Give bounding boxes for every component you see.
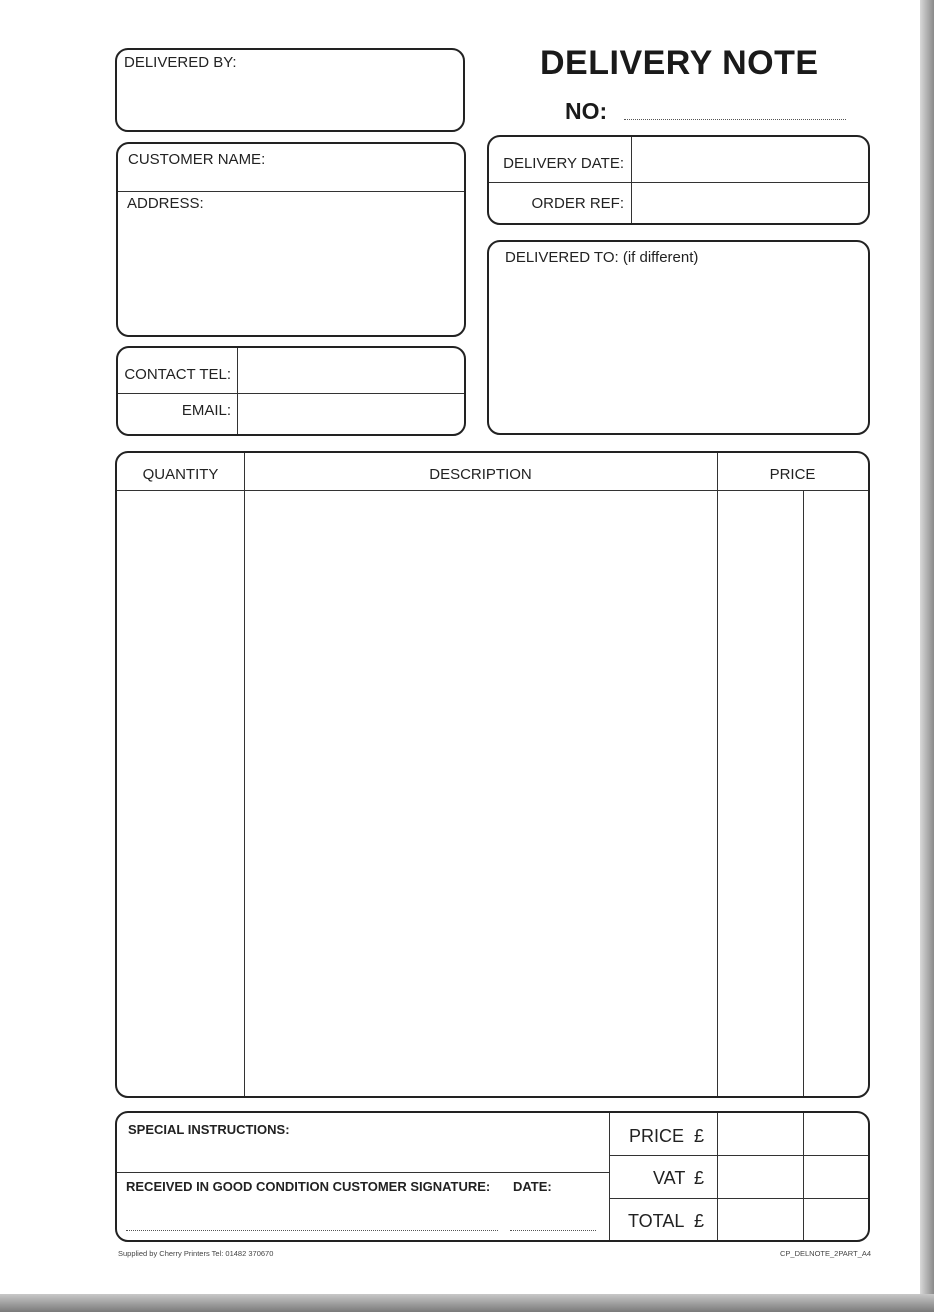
signature-line[interactable] <box>126 1230 498 1231</box>
items-header-divider <box>117 490 868 491</box>
number-label: NO: <box>565 98 608 124</box>
order-ref-label: ORDER REF: <box>531 195 624 212</box>
special-instructions-field[interactable] <box>120 1140 605 1170</box>
totals-row-divider-1 <box>610 1155 868 1156</box>
form-code: CP_DELNOTE_2PART_A4 <box>780 1249 872 1258</box>
customer-name-field[interactable] <box>270 146 460 188</box>
price-pence-column-area[interactable] <box>806 493 866 1093</box>
delivery-date-field[interactable] <box>634 139 866 180</box>
price-pounds-column-area[interactable] <box>720 493 801 1093</box>
number-field[interactable] <box>624 119 846 120</box>
signature-date-label: DATE: <box>513 1179 552 1194</box>
footer-instructions-divider <box>117 1172 609 1173</box>
customer-name-label: CUSTOMER NAME: <box>128 151 266 168</box>
email-label: EMAIL: <box>181 402 231 419</box>
delivery-date-label: DELIVERY DATE: <box>503 155 624 172</box>
totals-value-divider <box>717 1113 718 1240</box>
address-field[interactable] <box>120 216 460 331</box>
totals-vat-label: VAT <box>653 1168 686 1188</box>
order-ref-field[interactable] <box>634 185 866 221</box>
supplier-imprint: Supplied by Cherry Printers Tel: 01482 370670 <box>118 1249 274 1258</box>
price-column-header: PRICE <box>769 466 816 483</box>
description-column-header: DESCRIPTION <box>429 466 532 483</box>
contact-tel-label: CONTACT TEL: <box>124 366 231 383</box>
page-shadow-bottom <box>0 1294 934 1312</box>
contact-tel-field[interactable] <box>240 350 462 391</box>
totals-row-divider-2 <box>610 1198 868 1199</box>
totals-vat-currency: £ <box>694 1168 705 1188</box>
totals-total-label: TOTAL <box>628 1211 685 1231</box>
footer-totals-divider <box>609 1113 610 1240</box>
delivery-info-row-divider <box>489 182 868 183</box>
delivered-to-box[interactable] <box>487 240 870 435</box>
email-field[interactable] <box>240 396 462 432</box>
special-instructions-label: SPECIAL INSTRUCTIONS: <box>128 1122 290 1137</box>
customer-divider <box>118 191 464 192</box>
contact-column-divider <box>237 348 238 434</box>
quantity-column-area[interactable] <box>118 493 242 1093</box>
delivery-info-column-divider <box>631 137 632 223</box>
description-column-divider <box>717 453 718 1096</box>
signature-date-line[interactable] <box>510 1230 596 1231</box>
totals-price-currency: £ <box>694 1126 705 1146</box>
price-pence-divider <box>803 491 804 1096</box>
page-shadow-right <box>920 0 934 1312</box>
quantity-column-header: QUANTITY <box>142 466 219 483</box>
description-column-area[interactable] <box>247 493 715 1093</box>
totals-price-field[interactable] <box>720 1115 866 1153</box>
delivered-by-label: DELIVERED BY: <box>124 54 237 71</box>
delivered-to-label: DELIVERED TO: (if different) <box>505 249 699 266</box>
signature-label: RECEIVED IN GOOD CONDITION CUSTOMER SIGNATURE: <box>126 1179 491 1194</box>
contact-row-divider <box>118 393 464 394</box>
totals-total-field[interactable] <box>720 1201 866 1238</box>
address-label: ADDRESS: <box>127 195 204 212</box>
totals-vat-field[interactable] <box>720 1158 866 1196</box>
quantity-column-divider <box>244 453 245 1096</box>
totals-total-currency: £ <box>694 1211 705 1231</box>
page-title: DELIVERY NOTE <box>540 44 819 82</box>
totals-price-label: PRICE <box>629 1126 685 1146</box>
